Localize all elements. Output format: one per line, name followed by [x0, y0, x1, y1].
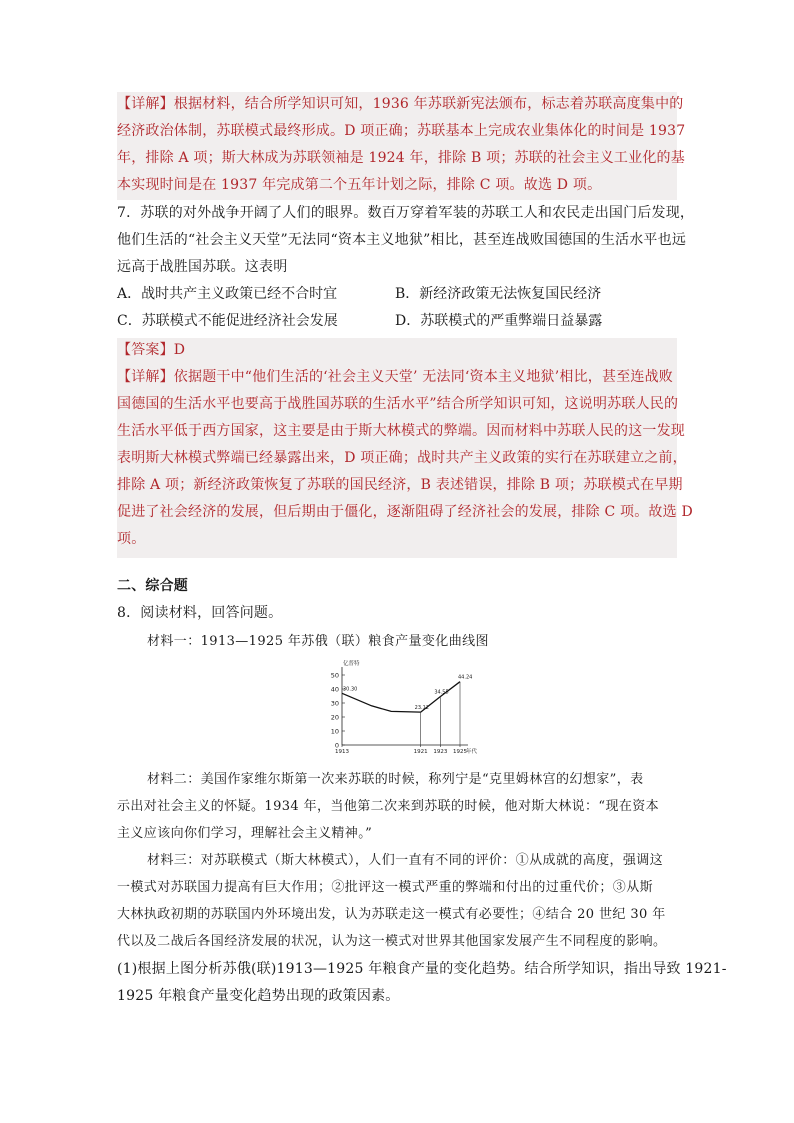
q7-detail-line: 生活水平低于西方国家，这主要是由于斯大林模式的弊端。因而材料中苏联人民的这一发现: [117, 423, 685, 439]
q6-detail-line: 年，排除 A 项；斯大林成为苏联领袖是 1924 年，排除 B 项；苏联的社会主义工业化的基: [117, 150, 685, 166]
y-tick-label: 10: [330, 727, 339, 736]
q7-option-a: A．战时共产主义政策已经不合时宜: [117, 286, 338, 302]
y-tick-label: 30: [330, 699, 339, 708]
q6-detail-line: 【详解】根据材料，结合所学知识可知，1936 年苏联新宪法颁布，标志着苏联高度集中的: [117, 96, 684, 112]
q8-part1-line: (1)根据上图分析苏俄(联)1913—1925 年粮食产量的变化趋势。结合所学知识，指出导致 1921-: [117, 961, 727, 977]
q8-intro: 8．阅读材料，回答问题。: [117, 605, 283, 621]
q7-detail-line: 促进了社会经济的发展，但后期由于僵化，逐渐阻碍了经济社会的发展，排除 C 项。故选 D: [117, 504, 693, 520]
x-tick-label: 1925: [453, 749, 467, 755]
material1-caption: 材料一：1913—1925 年苏俄（联）粮食产量变化曲线图: [147, 634, 489, 649]
data-label: 34.55: [434, 689, 449, 696]
data-label: 44.24: [458, 674, 473, 681]
material2-line: 主义应该向你们学习，理解社会主义精神。”: [117, 826, 373, 841]
q7-answer: 【答案】D: [117, 342, 186, 358]
material2-line: 材料二：美国作家维尔斯第一次来苏联的时候，称列宁是“克里姆林宫的幻想家”，表: [147, 772, 644, 787]
data-label: 23.12: [414, 705, 429, 712]
y-tick-label: 40: [330, 685, 339, 694]
q7-option-b: B．新经济政策无法恢复国民经济: [395, 286, 602, 302]
q7-stem-line: 他们生活的“社会主义天堂”无法同“资本主义地狱”相比，甚至连战败国德国的生活水平也远: [117, 232, 687, 248]
q7-option-d: D．苏联模式的严重弊端日益暴露: [395, 313, 603, 329]
y-tick-label: 0: [334, 741, 339, 750]
x-tick-label: 1913: [335, 749, 349, 755]
material3-line: 材料三：对苏联模式（斯大林模式），人们一直有不同的评价：①从成就的高度，强调这: [147, 853, 664, 868]
y-tick-label: 50: [330, 671, 339, 680]
q8-part1-line: 1925 年粮食产量变化趋势出现的政策因素。: [117, 988, 400, 1004]
q7-stem-line: 7．苏联的对外战争开阔了人们的眼界。数百万穿着军装的苏联工人和农民走出国门后发现，: [117, 205, 695, 221]
x-axis-label: 年代: [466, 749, 478, 755]
q7-detail-line: 【详解】依据题干中“他们生活的‘社会主义天堂’ 无法同‘资本主义地狱’相比，甚至连战败: [117, 369, 674, 385]
section-title: 二、综合题: [117, 578, 188, 594]
q7-option-c: C．苏联模式不能促进经济社会发展: [117, 313, 338, 329]
q6-detail-line: 本实现时间是在 1937 年完成第二个五年计划之际，排除 C 项。故选 D 项。: [117, 177, 602, 193]
x-tick-label: 1921: [413, 749, 428, 755]
material3-line: 代以及二战后各国经济发展的状况，认为这一模式对世界其他国家发展产生不同程度的影响。: [117, 934, 667, 949]
material2-line: 示出对社会主义的怀疑。1934 年，当他第二次来到苏联的时候，他对斯大林说：“现在资本: [117, 799, 660, 814]
grain-output-chart: [326, 660, 486, 760]
q7-stem-line: 远高于战胜国苏联。这表明: [117, 259, 288, 275]
material3-line: 大林执政初期的苏联国内外环境出发，认为苏联走这一模式有必要性；④结合 20 世纪 30 年: [117, 907, 666, 922]
y-tick-label: 20: [330, 713, 339, 722]
q7-detail-line: 国德国的生活水平也要高于战胜国苏联的生活水平”结合所学知识可知，这说明苏联人民的: [117, 396, 679, 412]
q7-detail-line: 表明斯大林模式弊端已经暴露出来，D 项正确；战时共产主义政策的实行在苏联建立之前，: [117, 450, 687, 466]
material3-line: 一模式对苏联国力提高有巨大作用；②批评这一模式严重的弊端和付出的过重代价；③从斯: [117, 880, 654, 895]
series-line: [342, 682, 460, 712]
x-tick-label: 1923: [433, 749, 448, 755]
q6-detail-line: 经济政治体制，苏联模式最终形成。D 项正确；苏联基本上完成农业集体化的时间是 1937: [117, 123, 686, 139]
y-axis-label: 亿普特: [343, 661, 360, 667]
q7-detail-line: 项。: [117, 531, 146, 547]
data-label: 30.30: [343, 686, 358, 693]
q7-detail-line: 排除 A 项；新经济政策恢复了苏联的国民经济，B 表述错误，排除 B 项；苏联模式在早期: [117, 477, 683, 493]
